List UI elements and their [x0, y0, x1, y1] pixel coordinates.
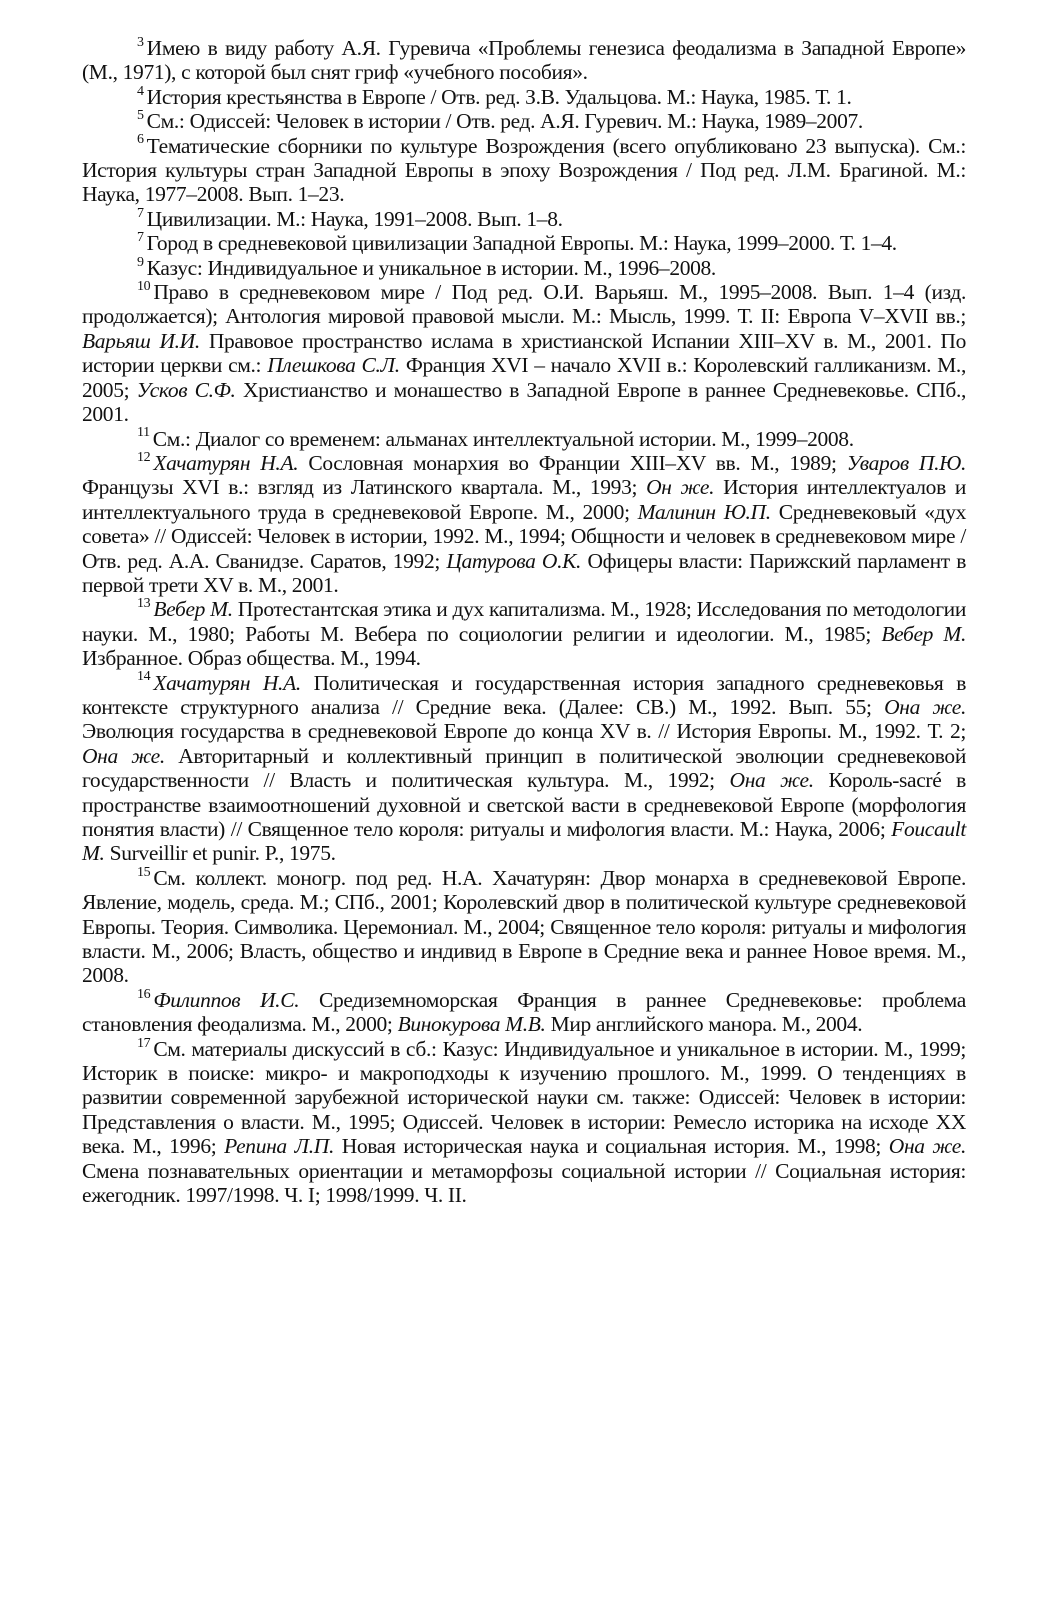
footnote-text: Цивилизации. М.: Наука, 1991–2008. Вып. 1–8.: [146, 206, 563, 231]
footnote-author: Филиппов И.С.: [153, 987, 300, 1012]
footnote-number: 5: [137, 108, 144, 124]
footnote-text: Имею в виду работу А.Я. Гуревича «Проблемы генезиса феодализма в Западной Европе» (М., 1971), с которой был снят гриф «учебного пособия».: [82, 36, 966, 85]
footnote-text: Франция XVI – начало XVII в.: Королевский галликанизм. М., 2005;: [82, 353, 966, 402]
footnote-author: Вебер М.: [881, 621, 967, 646]
footnote-author: Она же.: [729, 768, 814, 793]
footnote: [82, 451, 966, 597]
footnote-author: Винокурова М.В.: [397, 1012, 546, 1037]
footnote-number: 15: [137, 864, 151, 880]
footnote-text: Право в средневековом мире / Под ред. О.И. Варьяш. М., 1995–2008. Вып. 1–4 (изд. продолжается); Антология мировой правовой мысли. М.: Мысль, 1999. Т. II: Европа V–XVII вв.;: [82, 280, 966, 329]
footnote-text: Христианство и монашество в Западной Европе в раннее Средневековье. СПб., 2001.: [82, 377, 967, 427]
footnote-text: Новая историческая наука и социальная история. М., 1998;: [333, 1134, 889, 1159]
footnote-text: Офицеры власти: Парижский парламент в первой трети XV в. М., 2001.: [82, 548, 967, 597]
footnote: [82, 207, 966, 231]
footnote-text: Протестантская этика и дух капитализма. М., 1928; Исследования по методологии науки. М., 1980; Работы М. Вебера по социологии религии и идеологии. М., 1985;: [82, 597, 966, 646]
footnote-author: Хачатурян Н.А.: [153, 670, 301, 695]
footnote-author: Репина Л.П.: [224, 1134, 334, 1159]
footnote-text: Тематические сборники по культуре Возрождения (всего опубликовано 23 выпуска). См.: История культуры стран Западной Европы в эпоху Возрождения / Под ред. Л.М. Брагиной. М.: Наука, 1977–2008. Вып. 1–23.: [82, 133, 966, 207]
footnote-text: См. материалы дискуссий в сб.: Казус: Индивидуальное и уникальное в истории. М., 1999; Историк в поиске: микро- и макроподходы к изучению прошлого. М., 1999. О тенденциях в развитии современной зарубежной исторической науки см. также: Одиссей: Человек в истории: Представления о власти. М., 1995; Одиссей. Человек в истории: Ремесло историка на исходе XX века. М., 1996;: [82, 1036, 966, 1159]
footnote-author: Усков С.Ф.: [136, 377, 236, 402]
footnote-text: Избранное. Образ общества. М., 1994.: [82, 646, 421, 671]
footnote-text: См.: Одиссей: Человек в истории / Отв. ред. А.Я. Гуревич. М.: Наука, 1989–2007.: [146, 109, 863, 134]
footnote-text: Сословная монархия во Франции XIII–XV вв. М., 1989;: [298, 450, 847, 475]
footnote-number: 4: [137, 83, 144, 99]
footnote-text: Правовое пространство ислама в христианской Испании XIII–XV в. М., 2001. По истории церкви см.:: [82, 328, 966, 378]
footnote-text: См. коллект. моногр. под ред. Н.А. Хачатурян: Двор монарха в средневековой Европе. Явление, модель, среда. М.; СПб., 2001; Королевский двор в политической культуре средневековой Европы. Теория. Символика. Церемониал. М., 2004; Священное тело короля: ритуалы и мифология власти. М., 2006; Власть, общество и индивид в Европе в Средние века и раннее Новое время. М., 2008.: [82, 865, 966, 988]
footnote-text: История крестьянства в Европе / Отв. ред. З.В. Удальцова. М.: Наука, 1985. Т. 1.: [146, 84, 852, 109]
footnote-text: Король-sacré в пространстве взаимоотношений духовной и светской васти в средневековой Европе (морфология понятия власти) // Священное тело короля: ритуалы и мифология власти. М.: Наука, 2006;: [82, 768, 966, 841]
footnote-text: История интеллектуалов и интеллектуального труда в средневековой Европе. М., 2000;: [82, 475, 966, 524]
footnote-author: Она же.: [888, 1134, 966, 1159]
footnote-text: Казус: Индивидуальное и уникальное в истории. М., 1996–2008.: [146, 255, 716, 280]
footnote-author: Варьяш И.И.: [82, 328, 200, 353]
footnote: [82, 109, 966, 133]
footnote-text: Политическая и государственная история западного средневековья в контексте структурного анализа // Средние века. (Далее: СВ.) М., 1992. Вып. 55;: [82, 670, 966, 719]
footnote: [82, 866, 966, 988]
footnote-author: Малинин Ю.П.: [637, 499, 771, 524]
footnote-text: Авторитарный и коллективный принцип в политической эволюции средневековой государственности // Власть и политическая культура. М., 1992;: [82, 743, 966, 793]
footnotes-block: [82, 36, 966, 1208]
footnote-number: 14: [137, 669, 151, 685]
footnote-number: 11: [137, 425, 150, 441]
footnote: [82, 671, 966, 866]
footnote-number: 16: [137, 986, 151, 1002]
footnote: [82, 134, 966, 207]
footnote-text: Surveillir et punir. P., 1975.: [104, 841, 336, 866]
footnote-text: Французы XVI в.: взгляд из Латинского квартала. М., 1993;: [82, 475, 647, 500]
footnote-author: Он же.: [646, 475, 715, 500]
footnote-author: Плешкова С.Л.: [267, 353, 400, 378]
footnote-text: См.: Диалог со временем: альманах интеллектуальной истории. М., 1999–2008.: [152, 426, 854, 451]
footnote-text: Смена познавательных ориентации и метаморфозы социальной истории // Социальная история: ежегодник. 1997/1998. Ч. I; 1998/1999. Ч. II.: [82, 1158, 966, 1208]
footnote-number: 7: [137, 205, 144, 221]
footnote: [82, 1037, 966, 1208]
footnote: [82, 597, 966, 670]
footnote-number: 3: [137, 34, 144, 50]
footnote-number: 13: [137, 596, 151, 612]
footnote-number: 9: [137, 254, 144, 270]
footnote-author: Вебер М.: [153, 597, 233, 622]
footnote: [82, 85, 966, 109]
footnote-author: Хачатурян Н.А.: [153, 450, 299, 475]
footnote: [82, 988, 966, 1037]
footnote: [82, 256, 966, 280]
footnote-text: Мир английского манора. М., 2004.: [545, 1012, 863, 1037]
footnote: [82, 231, 966, 255]
footnote-author: Уваров П.Ю.: [846, 450, 966, 475]
footnote-author: Foucault M.: [82, 817, 966, 866]
footnote: [82, 280, 966, 426]
footnote-author: Она же.: [82, 743, 165, 768]
footnote-number: 10: [137, 278, 151, 294]
footnote-number: 7: [137, 230, 144, 246]
footnote-text: Средневековый «дух совета» // Одиссей: Человек в истории, 1992. М., 1994; Общности и человек в средневековом мире / Отв. ред. А.А. Сванидзе. Саратов, 1992;: [82, 499, 966, 573]
footnote-number: 12: [137, 449, 151, 465]
footnote-text: Город в средневековой цивилизации Западной Европы. М.: Наука, 1999–2000. Т. 1–4.: [146, 231, 897, 256]
footnote-text: Средиземноморская Франция в раннее Средневековье: проблема становления феодализма. М., 2000;: [82, 987, 966, 1037]
footnote-number: 6: [137, 132, 144, 148]
footnote-author: Она же.: [884, 694, 966, 719]
footnote-author: Цатурова О.К.: [446, 548, 582, 573]
footnote-number: 17: [137, 1035, 151, 1051]
footnote: [82, 36, 966, 85]
footnote: [82, 427, 966, 451]
footnote-text: Эволюция государства в средневековой Европе до конца XV в. // История Европы. М., 1992. Т. 2;: [82, 719, 966, 744]
